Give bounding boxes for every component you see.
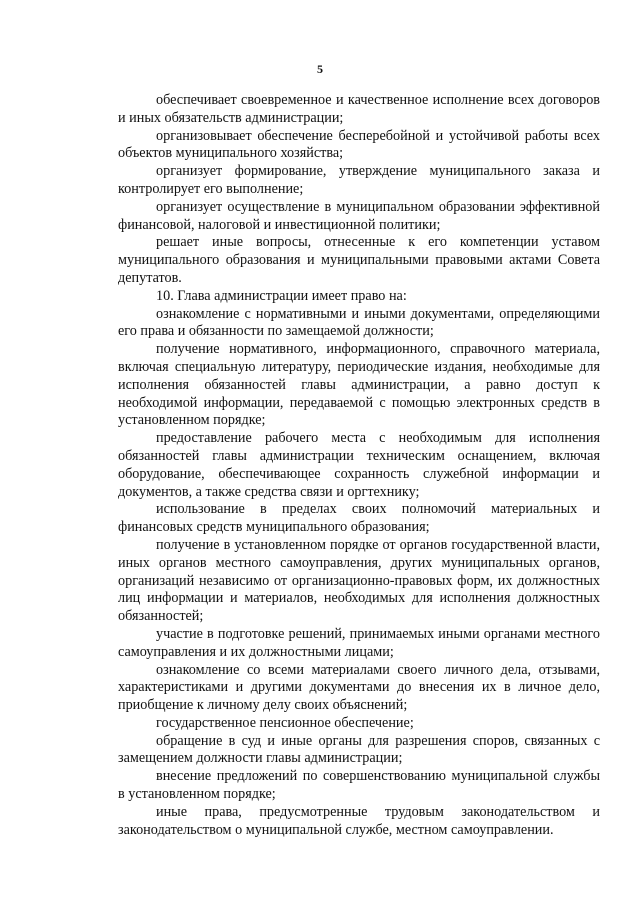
paragraph-8: получение нормативного, информационного, справочного материала, включая специальную литературу, периодические издания, необходимые для исполнения обязанностей главы администрации, а равно доступ к необходимой информации, передаваемой с помощью электронных средств в установленном порядке;: [118, 341, 600, 429]
paragraph-10: использование в пределах своих полномочий материальных и финансовых средств муниципального образования;: [118, 501, 600, 536]
document-body: [118, 92, 600, 839]
paragraph-2: организовывает обеспечение бесперебойной и устойчивой работы всех объектов муниципального хозяйства;: [118, 127, 600, 162]
paragraph-5: решает иные вопросы, отнесенные к его компетенции уставом муниципального образования и муниципальными правовыми актами Совета депутатов.: [118, 234, 600, 286]
paragraph-3: организует формирование, утверждение муниципального заказа и контролирует его выполнение;: [118, 163, 600, 197]
paragraph-7: ознакомление с нормативными и иными документами, определяющими его права и обязанности по замещаемой должности;: [118, 305, 600, 340]
paragraph-14: государственное пенсионное обеспечение;: [156, 714, 414, 731]
page-number: 5: [317, 62, 323, 76]
paragraph-1: обеспечивает своевременное и качественное исполнение всех договоров и иных обязательств администрации;: [118, 92, 600, 126]
section-heading-10: 10. Глава администрации имеет право на:: [156, 287, 407, 304]
paragraph-13: ознакомление со всеми материалами своего личного дела, отзывами, характеристиками и другими документами до внесения их в личное дело, приобщение к личному делу своих объяснений;: [118, 661, 600, 714]
paragraph-15: обращение в суд и иные органы для разрешения споров, связанных с замещением должности главы администрации;: [118, 732, 600, 767]
paragraph-16: внесение предложений по совершенствованию муниципальной службы в установленном порядке;: [118, 768, 600, 803]
paragraph-12: участие в подготовке решений, принимаемых иными органами местного самоуправления и их должностными лицами;: [118, 625, 600, 660]
paragraph-11: получение в установленном порядке от органов государственной власти, иных органов местного самоуправления, других муниципальных органов, организаций независимо от организационно-правовых форм, их должностных лиц информации и материалов, необходимых для исполнения должностных обязанностей;: [118, 536, 600, 625]
paragraph-17: иные права, предусмотренные трудовым законодательством и законодательством о муниципальной службе, местном самоуправлении.: [118, 803, 600, 838]
paragraph-4: организует осуществление в муниципальном образовании эффективной финансовой, налоговой и инвестиционной политики;: [118, 198, 600, 233]
paragraph-9: предоставление рабочего места с необходимым для исполнения обязанностей главы администрации техническим оснащением, включая оборудование, обеспечивающее сохранность служебной информации и документов, а также средства связи и оргтехнику;: [118, 430, 600, 500]
